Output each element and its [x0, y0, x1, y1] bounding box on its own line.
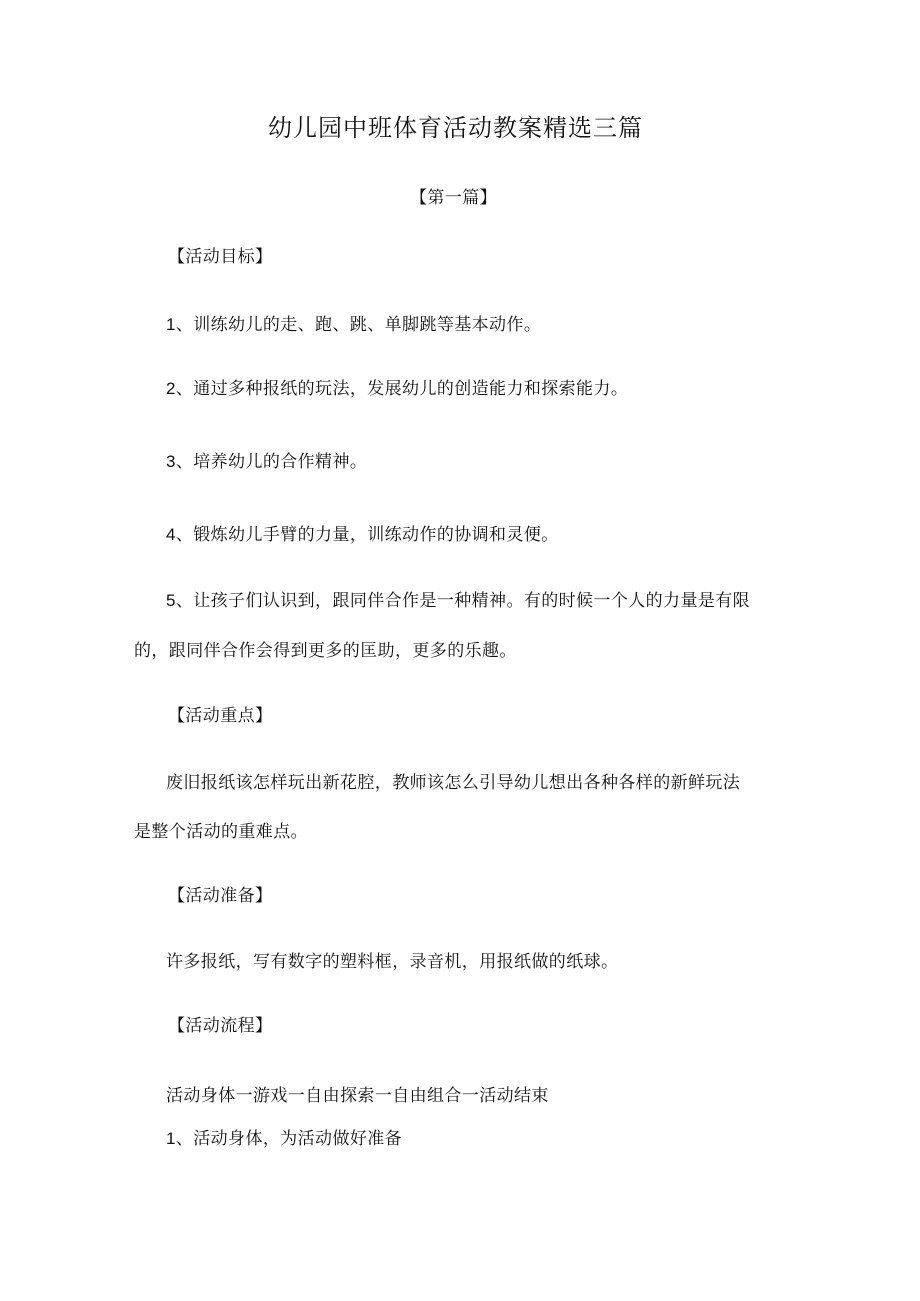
- step-item: [166, 1127, 402, 1151]
- goal-item: [166, 523, 559, 547]
- focus-heading: 【活动重点】: [168, 706, 273, 726]
- prep-text: 许多报纸，写有数字的塑料框，录音机，用报纸做的纸球。: [166, 952, 619, 972]
- goal-item: [166, 589, 750, 613]
- process-heading: 【活动流程】: [168, 1016, 273, 1036]
- goals-heading: 【活动目标】: [168, 247, 273, 267]
- focus-text-continuation: 是整个活动的重难点。: [134, 822, 308, 842]
- prep-heading: 【活动准备】: [168, 886, 273, 906]
- process-flow: 活动身体一游戏一自由探索一自由组合一活动结束: [166, 1086, 549, 1106]
- goal-text: 、锻炼幼儿手臂的力量，训练动作的协调和灵便。: [175, 525, 559, 545]
- goal-number: 1: [166, 315, 176, 334]
- goal-item: [166, 377, 628, 401]
- goal-text-continuation: 的，跟同伴合作会得到更多的匡助，更多的乐趣。: [134, 641, 517, 661]
- goal-number: 4: [166, 525, 176, 544]
- goal-number: 3: [166, 452, 176, 471]
- goal-number: 5: [166, 591, 176, 610]
- document-title: 幼儿园中班体育活动教案精选三篇: [268, 114, 643, 142]
- goal-text: 、让孩子们认识到，跟同伴合作是一种精神。有的时候一个人的力量是有限: [175, 591, 751, 611]
- goal-item: [166, 313, 541, 337]
- goal-number: 2: [166, 379, 176, 398]
- step-text: 、活动身体，为活动做好准备: [175, 1129, 403, 1149]
- goal-text: 、培养幼儿的合作精神。: [175, 452, 368, 472]
- goal-text: 、训练幼儿的走、跑、跳、单脚跳等基本动作。: [175, 315, 542, 335]
- part-heading: 【第一篇】: [410, 188, 497, 208]
- step-number: 1: [166, 1129, 176, 1148]
- goal-text: 、通过多种报纸的玩法，发展幼儿的创造能力和探索能力。: [175, 379, 629, 399]
- goal-item: [166, 450, 367, 474]
- focus-text: 废旧报纸该怎样玩出新花腔，教师该怎么引导幼儿想出各种各样的新鲜玩法: [166, 773, 741, 793]
